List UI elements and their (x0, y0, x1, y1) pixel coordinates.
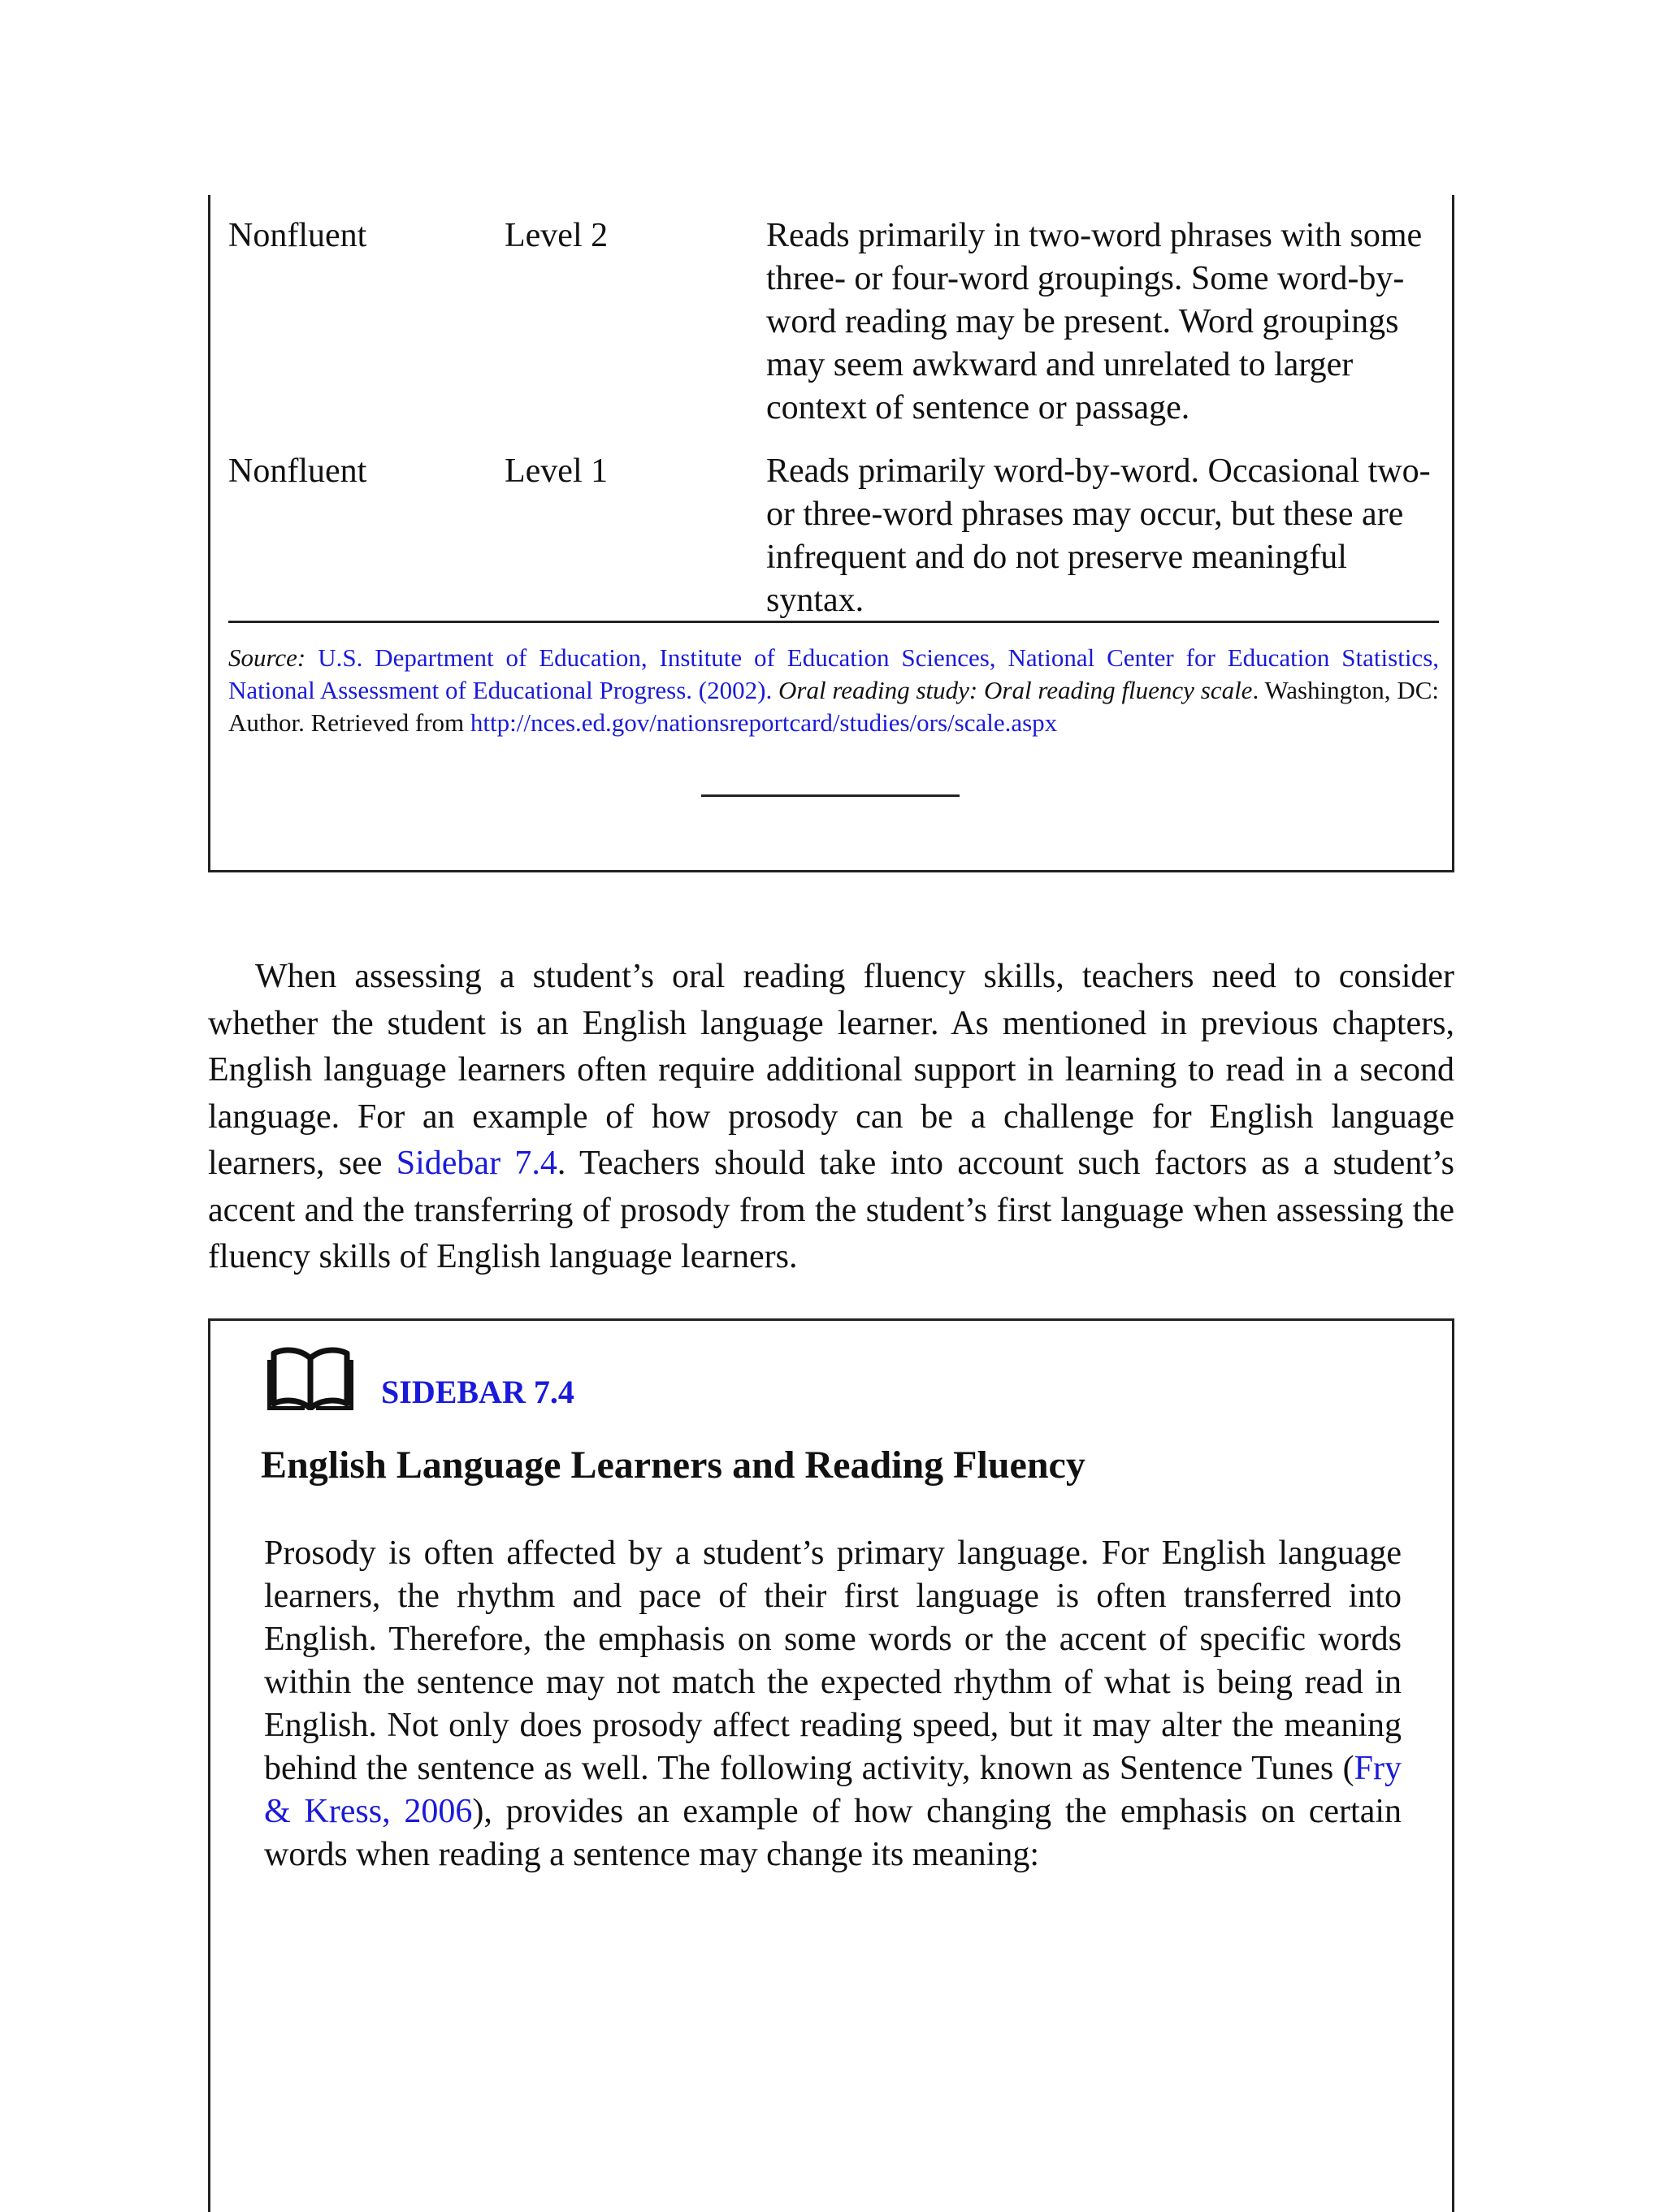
source-citation-link[interactable]: U.S. Department of Education, Institute of Education Sciences, National Center for Education Statistics, National Assessment of Educational Progress. (2002). (228, 643, 1440, 704)
source-note (228, 642, 1439, 739)
sidebar-text-start: Prosody is often affected by a student’s primary language. For English language learners, the rhythm and pace of their first language is often transferred into English. Therefore, the emphasis on some words or the accent of specific words within the sentence may not match the expected rhythm of what is being read in English. Not only does prosody affect reading speed, but it may alter the meaning behind the sentence as well. The following activity, known as Sentence Tunes ( (264, 1535, 1402, 1787)
source-title: Oral reading study: Oral reading fluency scale (778, 676, 1253, 704)
source-publisher: . Washington, DC: Author. Retrieved from (228, 676, 1439, 737)
open-book-icon (267, 1344, 353, 1410)
source-url-link[interactable]: http://nces.ed.gov/nationsreportcard/studies/ors/scale.aspx (470, 708, 1058, 737)
body-text-start: When assessing a student’s oral reading fluency skills, teachers need to consider whether the student is an English language learner. As mentioned in previous chapters, English language learners often require additional support in learning to read in a second language. For an example of how prosody can be a challenge for English language learners, see (208, 958, 1454, 1182)
body-paragraph (208, 954, 1454, 1281)
sidebar-paragraph (264, 1532, 1402, 1877)
table-cell-level: Level 1 (505, 452, 609, 490)
fluency-scale-table (208, 195, 1454, 872)
body-text-end: . Teachers should take into account such factors as a student’s accent and the transferring of prosody from the student’s first language when assessing the fluency skills of English language learners. (208, 1145, 1454, 1275)
sidebar-label: SIDEBAR 7.4 (381, 1374, 574, 1410)
table-bottom-rule (228, 621, 1439, 623)
table-cell-category: Nonfluent (228, 217, 367, 254)
source-label: Source: (228, 643, 306, 672)
sidebar-box (208, 1318, 1454, 2212)
sidebar-reference-link[interactable]: Sidebar 7.4 (396, 1145, 557, 1182)
sidebar-text-end: ), provides an example of how changing the emphasis on certain words when reading a sentence may change its meaning: (264, 1793, 1402, 1873)
section-divider (701, 794, 960, 797)
table-cell-description: Reads primarily word-by-word. Occasional two- or three-word phrases may occur, but these are infrequent and do not preserve meaningful syntax. (766, 452, 1431, 619)
table-cell-category: Nonfluent (228, 452, 367, 490)
citation-link[interactable]: Fry & Kress, 2006 (264, 1750, 1402, 1830)
sidebar-title: English Language Learners and Reading Fluency (261, 1444, 1086, 1487)
table-cell-level: Level 2 (505, 217, 609, 254)
table-cell-description: Reads primarily in two-word phrases with some three- or four-word groupings. Some word-by-word reading may be present. Word groupings may seem awkward and unrelated to larger context of sentence or passage. (766, 217, 1423, 426)
